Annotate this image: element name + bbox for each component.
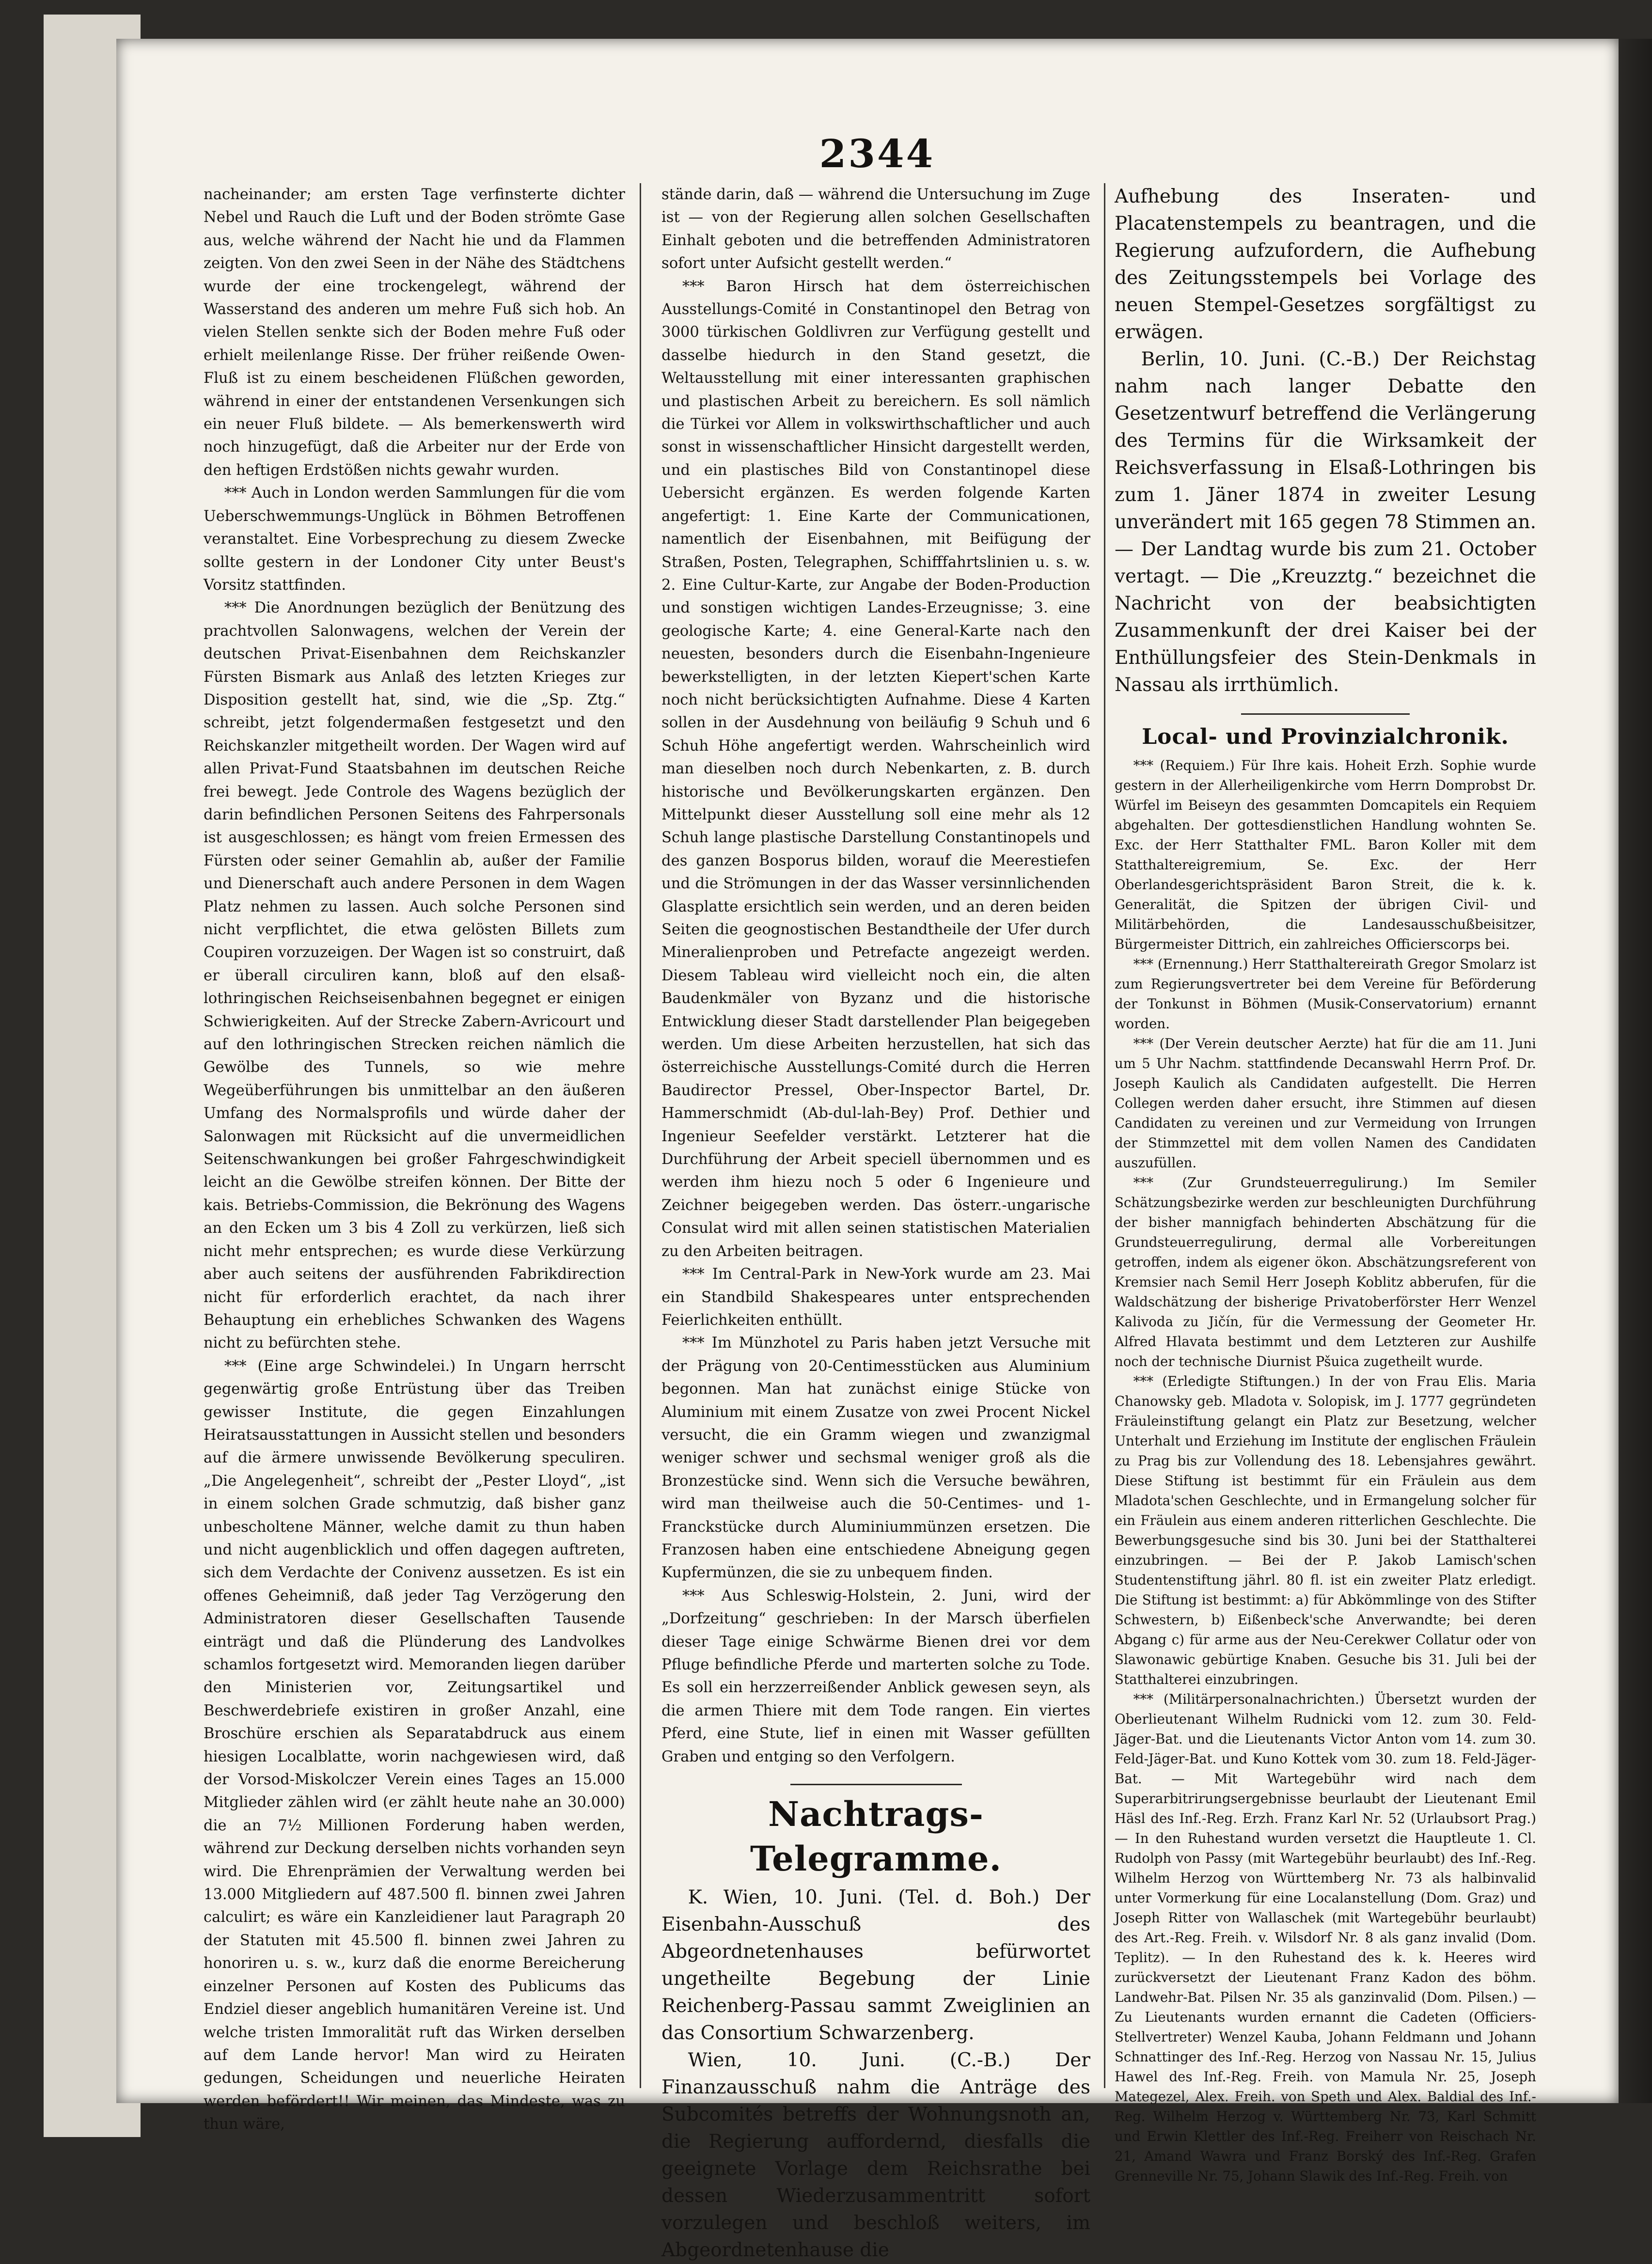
page-number: 2344 <box>819 131 935 176</box>
article-baron-hirsch: *** Baron Hirsch hat dem österreichischen Ausstellungs-Comité in Constantinopel den Betrag von 3000 türkischen Goldlivren zur Verfügung gestellt und dasselbe hiedurch in den Stand gesetzt, die Weltausstellung mit einer interessanten graphischen und plastischen Arbeit zu bereichern. Es soll nämlich die Türkei vor Allem in volkswirthschaftlicher und auch sonst in wissenschaftlicher Hinsicht dargestellt werden, und ein plastisches Bild von Constantinopel diese Uebersicht ergänzen. Es werden folgende Karten angefertigt: 1. Eine Karte der Communicationen, namentlich der Eisenbahnen, mit Beifügung der Straßen, Posten, Telegraphen, Schifffahrtslinien u. s. w. 2. Eine Cultur-Karte, zur Angabe der Boden-Production und sonstigen wichtigen Landes-Erzeugnisse; 3. eine geologische Karte; 4. eine General-Karte nach den neuesten, besonders durch die Eisenbahn-Ingenieure bewerkstelligten, in der letzten Kiepert'schen Karte noch nicht berücksichtigten Aufnahme. Diese 4 Karten sollen in der Ausdehnung von beiläufig 9 Schuh und 6 Schuh Höhe angefertigt werden. Wahrscheinlich wird man dieselben noch durch Nebenkarten, z. B. durch historische und Bevölkerungskarten ergänzen. Den Mittelpunkt dieser Ausstellung soll eine mehr als 12 Schuh lange plastische Darstellung Constantinopels und des ganzen Bosporus bilden, worauf die Meerestiefen und die Strömungen in der das Wasser versinnlichenden Glasplatte ersichtlich sein werden, und an deren beiden Seiten die geognostischen Bestandtheile der Ufer durch Mineralienproben und Petrefacte angezeigt werden. Diesem Tableau wird vielleicht noch ein, die alten Baudenkmäler von Byzanz und die historische Entwicklung dieser Stadt darstellender Plan beigegeben werden. Um diese Arbeiten herzustellen, hat sich das österreichische Ausstellungs-Comité durch die Herren Baudirector Pressel, Ober-Inspector Bartel, Dr. Hammerschmidt (Ab-dul-lah-Bey) Prof. Dethier und Ingenieur Seefelder verstärkt. Letzterer hat die Durchführung der Arbeit speciell übernommen und es werden ihm hiezu noch 5 oder 6 Ingenieure und Zeichner beigegeben werden. Das österr.-ungarische Consulat wird mit allen seinen statistischen Materialien zu den Arbeiten beitragen. <box>661 278 1090 1260</box>
item-land-tax: *** (Zur Grundsteuerregulirung.) Im Semiler Schätzungsbezirke werden zur beschleunigten Durchführung der bisher mannigfach behinderten Abschätzung für die Grundsteuerregulirung, dermal alle Vorbereitungen getroffen, indem als eigener ökon. Abschätzungsreferent von Kremsier nach Semil Herr Joseph Koblitz abberufen, für die Waldschätzung der bisherige Privatoberförster Herr Wenzel Kalivoda zu Jičín, für die Vermessung der Geometer Hr. Alfred Hlavata bestimmt und dem Letzteren zur Aushilfe noch der technische Diurnist Pšuica zugetheilt wurde. <box>1115 1175 1536 1369</box>
column-3 <box>1115 183 1536 2184</box>
telegram-finance-committee: Wien, 10. Juni. (C.-B.) Der Finanzausschuß nahm die Anträge des Subcomités betreffs der Wohnungsnoth an, die Regierung auffordernd, diesfalls die geeignete Vorlage dem Reichsrathe bei dessen Wiederzusammentritt sofort vorzulegen und beschloß weiters, im Abgeordnetenhause die <box>661 2049 1090 2262</box>
article-swindle-continued: stände darin, daß — während die Untersuchung im Zuge ist — von der Regierung allen solchen Gesellschaften Einhalt geboten und die betreffenden Administratoren sofort unter Aufsicht gestellt werden.“ <box>661 186 1090 272</box>
telegram-reichenberg: K. Wien, 10. Juni. (Tel. d. Boh.) Der Eisenbahn-Ausschuß des Abgeordnetenhauses befürwortet ungetheilte Begebung der Linie Reichenberg-Passau sammt Zweiglinien an das Consortium Schwarzenberg. <box>661 1887 1090 2044</box>
telegram-stamp-continued: Aufhebung des Inseraten- und Placatenstempels zu beantragen, und die Regierung aufzufordern, die Aufhebung des Zeitungsstempels bei Vorlage des neuen Stempel-Gesetzes sorgfältigst zu erwägen. <box>1115 186 1536 343</box>
article-aluminium-coins: *** Im Münzhotel zu Paris haben jetzt Versuche mit der Prägung von 20-Centimesstücken aus Aluminium begonnen. Man hat zunächst einige Stücke von Aluminium mit einem Zusatze von zwei Procent Nickel versucht, die ein Gramm wiegen und zwanzigmal weniger schwer und sechsmal weniger groß als die Bronzestücke sind. Wenn sich die Versuche bewähren, wird man theilweise auch die 50-Centimes- und 1-Franckstücke durch Aluminiummünzen ersetzen. Die Franzosen haben eine entschiedene Abneigung gegen Kupfermünzen, die sie zu unbequem finden. <box>661 1335 1090 1582</box>
local-chronicle <box>1115 755 1536 2186</box>
article-salon-wagon: *** Die Anordnungen bezüglich der Benützung des prachtvollen Salonwagens, welchen der Verein der deutschen Privat-Eisenbahnen dem Reichskanzler Fürsten Bismark aus Anlaß des letzten Krieges zur Disposition gestellt hat, sind, wie die „Sp. Ztg.“ schreibt, jetzt folgendermaßen festgesetzt und den Reichskanzler mitgetheilt worden. Der Wagen wird auf allen Privat-Fund Staatsbahnen im deutschen Reiche frei bewegt. Jede Controle des Wagens bezüglich der darin befindlichen Personen Seitens des Fahrpersonals ist ausgeschlossen; es hängt vom freien Ermessen des Fürsten oder seiner Gemahlin ab, außer der Familie und Dienerschaft auch andere Personen in dem Wagen Platz nehmen zu lassen. Auch solche Personen sind nicht verpflichtet, die etwa gelösten Billets zum Coupiren vorzuzeigen. Der Wagen ist so construirt, daß er überall circuliren kann, bloß auf den elsaß-lothringischen Reichseisenbahnen begegnet er einigen Schwierigkeiten. Auf der Strecke Zabern-Avricourt und auf den lothringischen Strecken reichen nämlich die Gewölbe des Tunnels, so wie mehre Wegeüberführungen bis unmittelbar an den äußeren Umfang des Normalsprofils und würde daher der Salonwagen mit Rücksicht auf die unvermeidlichen Seitenschwankungen bei großer Fahrgeschwindigkeit leicht an die Gewölbe streifen können. Der Bitte der kais. Betriebs-Commission, die Bekrönung des Wagens an den Ecken um 3 bis 4 Zoll zu verkürzen, ließ sich nicht mehr entsprechen; es wurde diese Verkürzung aber auch seitens der ausführenden Fabrikdirection nicht für erforderlich erachtet, da nach ihrer Behauptung ein erhebliches Schwanken des Wagens nicht zu befürchten stehe. <box>204 599 625 1352</box>
telegram-berlin: Berlin, 10. Juni. (C.-B.) Der Reichstag nahm nach langer Debatte den Gesetzentwurf betreffend die Verlängerung des Termins für die Wirksamkeit der Reichsverfassung in Elsaß-Lothringen bis zum 1. Jäner 1874 in zweiter Lesung unverändert mit 165 gegen 78 Stimmen an. — Der Landtag wurde bis zum 21. October vertagt. — Die „Kreuzztg.“ bezeichnet die Nachricht von der beabsichtigten Zusammenkunft der drei Kaiser bei der Enthüllungsfeier des Stein-Denkmals in Nassau als irrthümlich. <box>1115 348 1536 696</box>
page-fold-shadow <box>1613 39 1652 2103</box>
section-heading-telegrams: Nachtrags-Telegramme. <box>661 1784 1090 1881</box>
article-shakespeare-statue: *** Im Central-Park in New-York wurde am 23. Mai ein Standbild Shakespeares unter entsprechenden Feierlichkeiten enthüllt. <box>661 1266 1090 1329</box>
column-rule <box>1104 183 1105 2088</box>
column-1 <box>204 183 625 2133</box>
article-london-collection: *** Auch in London werden Sammlungen für die vom Ueberschwemmungs-Unglück in Böhmen Betroffenen veranstaltet. Eine Vorbesprechung zu diesem Zwecke sollte gestern in der Londoner City unter Beust's Vorsitz stattfinden. <box>204 485 625 594</box>
item-requiem: *** (Requiem.) Für Ihre kais. Hoheit Erzh. Sophie wurde gestern in der Allerheiligenkirche vom Herrn Domprobst Dr. Würfel im Beiseyn des gesammten Domcapitels ein Requiem abgehalten. Der gottesdienstlichen Handlung wohnten Se. Exc. der Herr Statthalter FML. Baron Koller mit dem Statthaltereigremium, Se. Exc. der Herr Oberlandesgerichtspräsident Baron Streit, die k. k. Generalität, die Spitzen der übrigen Civil- und Militärbehörden, die Landesausschußbeisitzer, Bürgermeister Dittrich, ein zahlreiches Officierscorps bei. <box>1115 757 1536 952</box>
article-swindle: *** (Eine arge Schwindelei.) In Ungarn herrscht gegenwärtig große Entrüstung über das Treiben gewisser Institute, die gegen Einzahlungen Heiratsausstattungen in Aussicht stellen und besonders auf die ärmere unwissende Bevölkerung speculiren. „Die Angelegenheit“, schreibt der „Pester Lloyd“, „ist in einem solchen Grade schmutzig, daß bisher ganz unbescholtene Männer, welche damit zu thun haben und nicht augenblicklich und offen dagegen auftreten, sich dem Verdachte der Conivenz aussetzen. Es ist ein offenes Geheimniß, daß jeder Tag Verzögerung den Administratoren dieser Gesellschaften Tausende einträgt und daß die Plünderung des Landvolkes schamlos fortgesetzt wird. Memoranden liegen darüber den Ministerien vor, Zeitungsartikel und Beschwerdebriefe existiren in großer Anzahl, eine Broschüre erschien als Separatabdruck aus einem hiesigen Localblatte, worin nachgewiesen wird, daß der Vorsod-Miskolczer Verein eines Tages an 15.000 Mitglieder zählen wird (er zählt heute nahe an 30.000) die an 7½ Millionen Forderung haben werden, während zur Deckung derselben nichts vorhanden seyn wird. Die Ehrenprämien der Verwaltung werden bei 13.000 Mitgliedern auf 487.500 fl. binnen zwei Jahren calculirt; es wäre ein Kanzleidiener laut Paragraph 20 der Statuten mit 45.500 fl. binnen zwei Jahren zu honoriren u. s. w., kurz daß die enorme Bereicherung einzelner Personen auf Kosten des Publicums das Endziel dieser angeblich humanitären Vereine ist. Und welche tristen Immoralität ruft das Wirken derselben auf dem Lande hervor! Man wird zu Heiraten gedungen, Scheidungen und neuerliche Heiraten werden befördert!! Wir meinen, das Mindeste, was zu thun wäre, <box>204 1357 625 2133</box>
column-rule <box>640 183 641 2088</box>
item-foundations: *** (Erledigte Stiftungen.) In der von Frau Elis. Maria Chanowsky geb. Mladota v. Solopisk, im J. 1777 gegründeten Fräuleinstiftung gelangt ein Platz zur Besetzung, welcher Unterhalt und Erziehung im Institute der englischen Fräulein zu Prag bis zur Vollendung des 18. Lebensjahres gewährt. Diese Stiftung ist bestimmt für ein Fräulein aus dem Mladota'schen Geschlechte, und in Ermangelung solcher für ein Fräulein aus einem anderen ritterlichen Geschlechte. Die Bewerbungsgesuche sind bis 30. Juni bei der Statthalterei einzubringen. — Bei der P. Jakob Lamisch'schen Studentenstiftung jährl. 80 fl. ist ein zweiter Platz erledigt. Die Stiftung ist bestimmt: a) für Abkömmlinge von des Stifter Schwestern, b) Eißenbeck'sche Anverwandte; bei deren Abgang c) für arme aus der Neu-Cerekwer Collatur oder von Slawonawic gebürtige Knaben. Gesuche bis 31. Juli bei der Statthalterei einzubringen. <box>1115 1373 1536 1687</box>
section-heading-local-chronicle: Local- und Provinzialchronik. <box>1115 713 1536 753</box>
column-2 <box>661 183 1090 2262</box>
item-physicians-association: *** (Der Verein deutscher Aerzte) hat für die am 11. Juni um 5 Uhr Nachm. stattfindende Decanswahl Herrn Prof. Dr. Joseph Kaulich als Candidaten aufgestellt. Die Herren Collegen werden daher ersucht, ihre Stimmen auf diesen Candidaten zu vereinen und zur Vermeidung von Irrungen der Stimmzettel mit dem vollen Namen des Candidaten auszufüllen. <box>1115 1036 1536 1171</box>
item-appointment: *** (Ernennung.) Herr Statthaltereirath Gregor Smolarz ist zum Regierungsvertreter bei dem Vereine für Beförderung der Tonkunst in Böhmen (Musik-Conservatorium) ernannt worden. <box>1115 956 1536 1032</box>
article-eruption-continued: nacheinander; am ersten Tage verfinsterte dichter Nebel und Rauch die Luft und der Boden strömte Gase aus, welche während der Nacht hie und da Flammen zeigten. Von den zwei Seen in der Nähe des Städtchens wurde der eine trockengelegt, während der Wasserstand des anderen um mehre Fuß sich hob. An vielen Stellen senkte sich der Boden mehre Fuß oder erhielt meilenlange Risse. Der früher reißende Owen-Fluß ist zu einem bescheidenen Flüßchen geworden, während in einer der entstandenen Versenkungen sich ein neuer Fluß bildete. — Als bemerkenswerth wird noch hinzugefügt, daß die Arbeiter nur der Erde von den heftigen Erdstößen nichts gewahr wurden. <box>204 186 625 479</box>
item-military-personnel: *** (Militärpersonalnachrichten.) Übersetzt wurden der Oberlieutenant Wilhelm Rudnicki vom 12. zum 30. Feld-Jäger-Bat. und die Lieutenants Victor Anton vom 14. zum 30. Feld-Jäger-Bat. und Kuno Kottek vom 30. zum 18. Feld-Jäger-Bat. — Mit Wartegebühr wird nach dem Superarbitrirungsergebnisse beurlaubt der Lieutenant Emil Häsl des Inf.-Reg. Erzh. Franz Karl Nr. 52 (Urlaubsort Prag.) — In den Ruhestand wurden versetzt die Hauptleute 1. Cl. Rudolph von Passy (mit Wartegebühr beurlaubt) des Inf.-Reg. Wilhelm Herzog von Württemberg Nr. 73 als halbinvalid unter Vormerkung für eine Localanstellung (Dom. Graz) und Joseph Ritter von Wallaschek (mit Wartegebühr beurlaubt) des Art.-Reg. Freih. v. Wilsdorf Nr. 8 als ganz invalid (Dom. Teplitz). — In den Ruhestand des k. k. Heeres wird zurückversetzt der Lieutenant Franz Kadon des böhm. Landwehr-Bat. Pilsen Nr. 35 als ganzinvalid (Dom. Pilsen.) — Zu Lieutenants wurden ernannt die Cadeten (Officiers-Stellvertreter) Wenzel Kauba, Johann Feldmann und Johann Schnattinger des Inf.-Reg. Herzog von Nassau Nr. 15, Julius Hawel des Inf.-Reg. Freih. von Mamula Nr. 25, Joseph Mategezel, Alex. Freih. von Speth und Alex. Baldial des Inf.-Reg. Wilhelm Herzog v. Württemberg Nr. 73, Karl Schmitt und Erwin Klettler des Inf.-Reg. Freiherr von Reischach Nr. 21, Amand Wawra und Franz Borský des Inf.-Reg. Grafen Grenneville Nr. 75, Johann Slawik des Inf.-Reg. Freih. von <box>1115 1691 1536 2184</box>
article-bees: *** Aus Schleswig-Holstein, 2. Juni, wird der „Dorfzeitung“ geschrieben: In der Marsch überfielen dieser Tage einige Schwärme Bienen drei vor dem Pfluge befindliche Pferde und marterten solche zu Tode. Es soll ein herzzerreißender Anblick gewesen seyn, als die armen Thiere mit dem Tode rangen. Ein viertes Pferd, eine Stute, lief in einen mit Wasser gefüllten Graben und entging so den Verfolgern. <box>661 1587 1090 1765</box>
